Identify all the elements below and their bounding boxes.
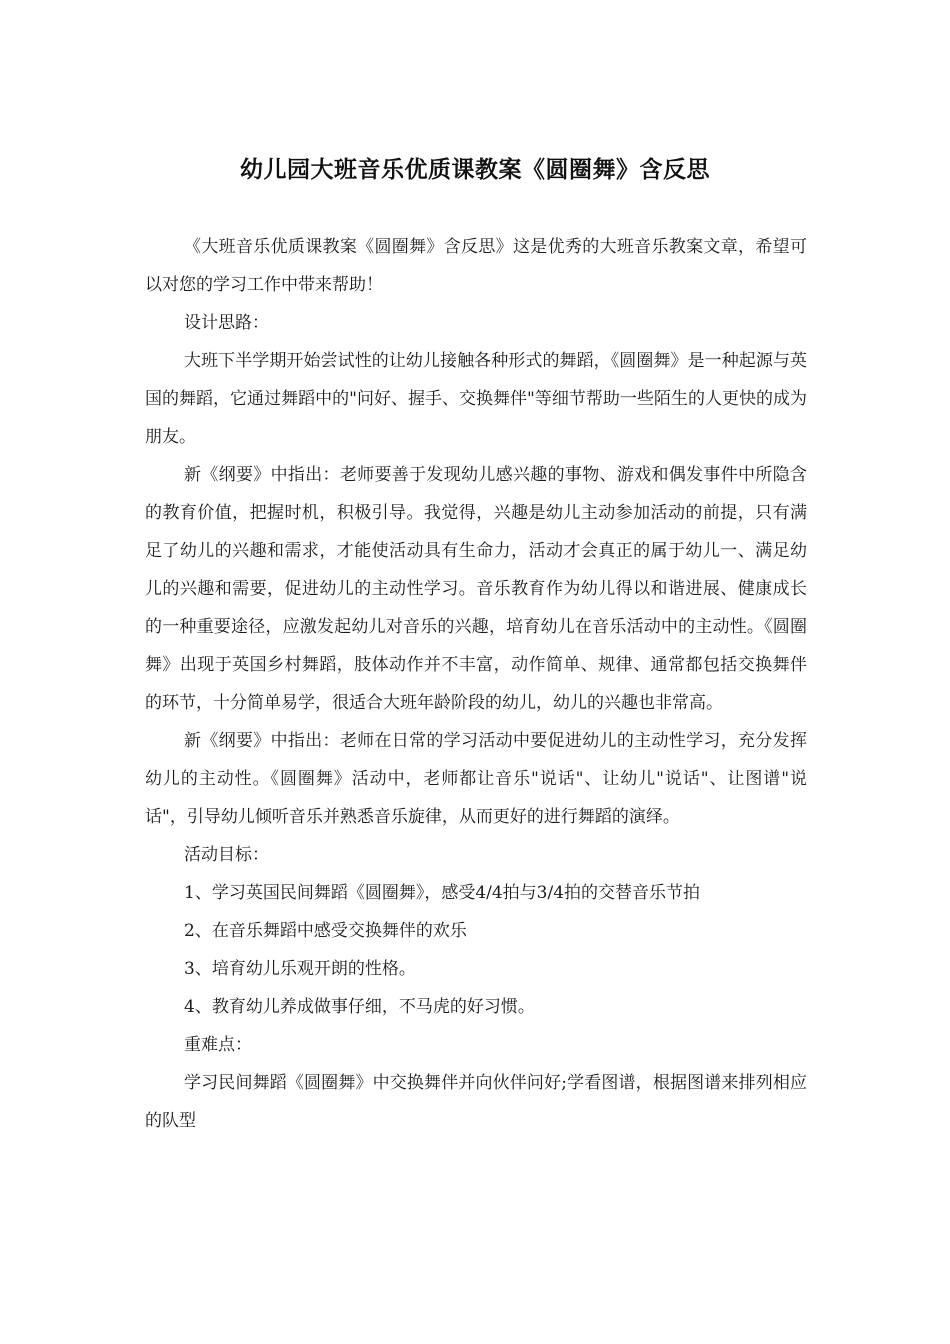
goal-item: 3、培育幼儿乐观开朗的性格。 <box>184 959 416 979</box>
intro-paragraph: 《大班音乐优质课教案《圆圈舞》含反思》这是优秀的大班音乐教案文章，希望可以对您的学习工作中带来帮助！ <box>145 237 807 295</box>
guideline-paragraph-1: 新《纲要》中指出：老师要善于发现幼儿感兴趣的事物、游戏和偶发事件中所隐含的教育价值，把握时机，积极引导。我觉得，兴趣是幼儿主动参加活动的前提，只有满足了幼儿的兴趣和需求，才能使活动具有生命力，活动才会真正的属于幼儿一、满足幼儿的兴趣和需要，促进幼儿的主动性学习。音乐教育作为幼儿得以和谐进展、健康成长的一种重要途径，应激发起幼儿对音乐的兴趣，培育幼儿在音乐活动中的主动性。《圆圈舞》出现于英国乡村舞蹈，肢体动作并不丰富，动作简单、规律、通常都包括交换舞伴的环节，十分简单易学，很适合大班年龄阶段的幼儿，幼儿的兴趣也非常高。 <box>145 465 807 713</box>
section-heading-goals: 活动目标： <box>184 845 269 865</box>
section-heading-key-points: 重难点： <box>184 1035 252 1055</box>
section-heading-design: 设计思路： <box>184 313 269 333</box>
design-paragraph: 大班下半学期开始尝试性的让幼儿接触各种形式的舞蹈，《圆圈舞》是一种起源与英国的舞蹈，它通过舞蹈中的"问好、握手、交换舞伴"等细节帮助一些陌生的人更快的成为朋友。 <box>145 351 807 447</box>
goal-item: 1、学习英国民间舞蹈《圆圈舞》，感受4/4拍与3/4拍的交替音乐节拍 <box>184 883 701 903</box>
guideline-paragraph-2: 新《纲要》中指出：老师在日常的学习活动中要促进幼儿的主动性学习，充分发挥幼儿的主动性。《圆圈舞》活动中，老师都让音乐"说话"、让幼儿"说话"、让图谱"说话"，引导幼儿倾听音乐并熟悉音乐旋律，从而更好的进行舞蹈的演绎。 <box>145 731 807 827</box>
document-body <box>145 228 807 1140</box>
document-title: 幼儿园大班音乐优质课教案《圆圈舞》含反思 <box>240 157 710 183</box>
key-points-paragraph: 学习民间舞蹈《圆圈舞》中交换舞伴并向伙伴问好;学看图谱，根据图谱来排列相应的队型 <box>145 1073 807 1131</box>
goal-item: 2、在音乐舞蹈中感受交换舞伴的欢乐 <box>184 921 467 941</box>
goal-item: 4、教育幼儿养成做事仔细，不马虎的好习惯。 <box>184 997 535 1017</box>
